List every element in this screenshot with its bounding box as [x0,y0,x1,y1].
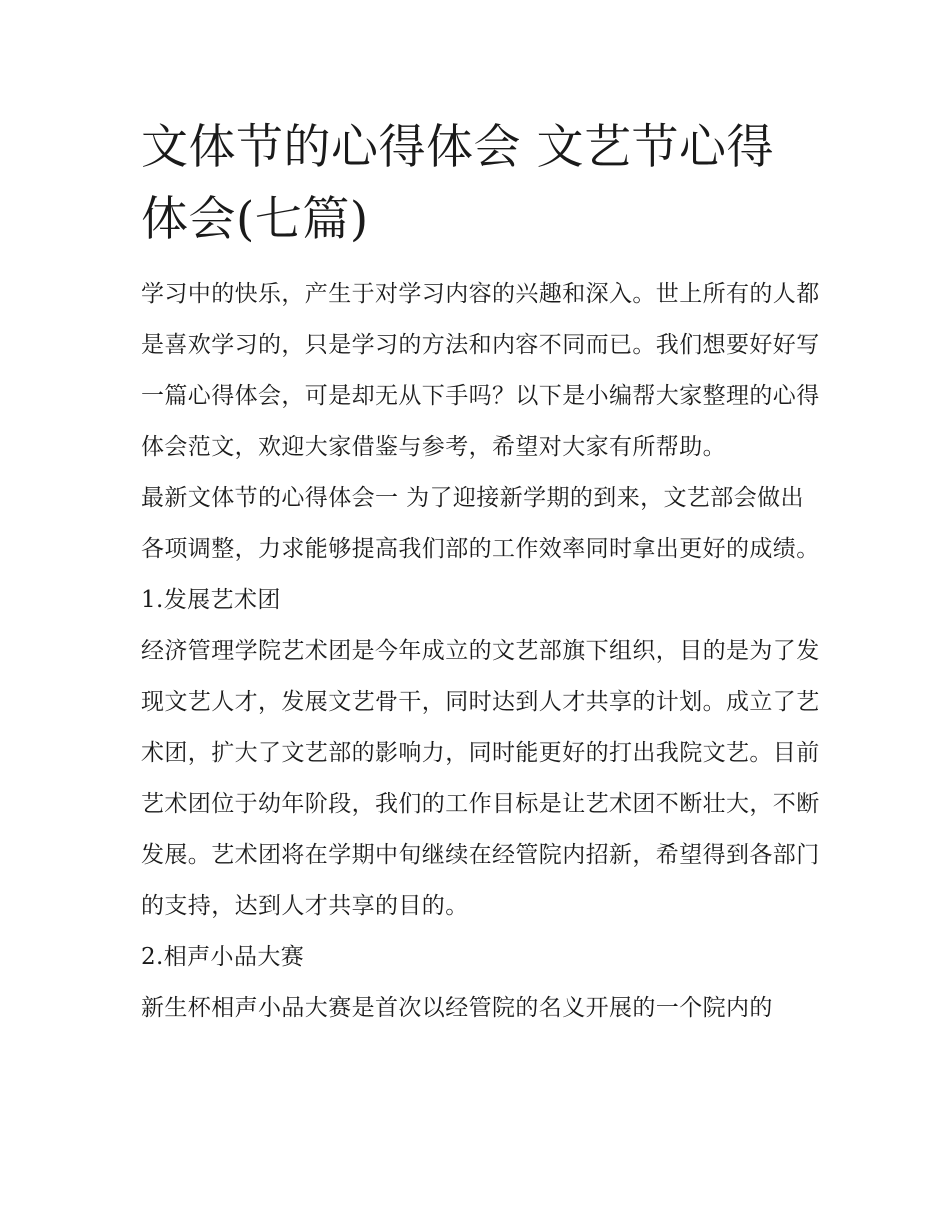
paragraph-crosstalk: 新生杯相声小品大赛是首次以经管院的名义开展的一个院内的 [141,995,773,1021]
paragraph-intro: 学习中的快乐，产生于对学习内容的兴趣和深入。世上所有的人都是喜欢学习的，只是学习的方法和内容不同而已。我们想要好好写一篇心得体会，可是却无从下手吗？以下是小编帮大家整理的心得体会范文，欢迎大家借鉴与参考，希望对大家有所帮助。 [141,281,820,460]
document-page [141,112,821,1034]
paragraph-section-one: 最新文体节的心得体会一 为了迎接新学期的到来，文艺部会做出各项调整，力求能够提高我们部的工作效率同时拿出更好的成绩。 1.发展艺术团 [141,485,820,613]
paragraph-art-troupe: 经济管理学院艺术团是今年成立的文艺部旗下组织，目的是为了发现文艺人才，发展文艺骨干，同时达到人才共享的计划。成立了艺术团，扩大了文艺部的影响力，同时能更好的打出我院文艺。目前艺术团位于幼年阶段，我们的工作目标是让艺术团不断壮大，不断发展。艺术团将在学期中旬继续在经管院内招新，希望得到各部门的支持，达到人才共享的目的。 [141,638,820,919]
document-title: 文体节的心得体会 文艺节心得体会(七篇) [141,120,774,247]
paragraph-heading-crosstalk: 2.相声小品大赛 [141,944,305,970]
